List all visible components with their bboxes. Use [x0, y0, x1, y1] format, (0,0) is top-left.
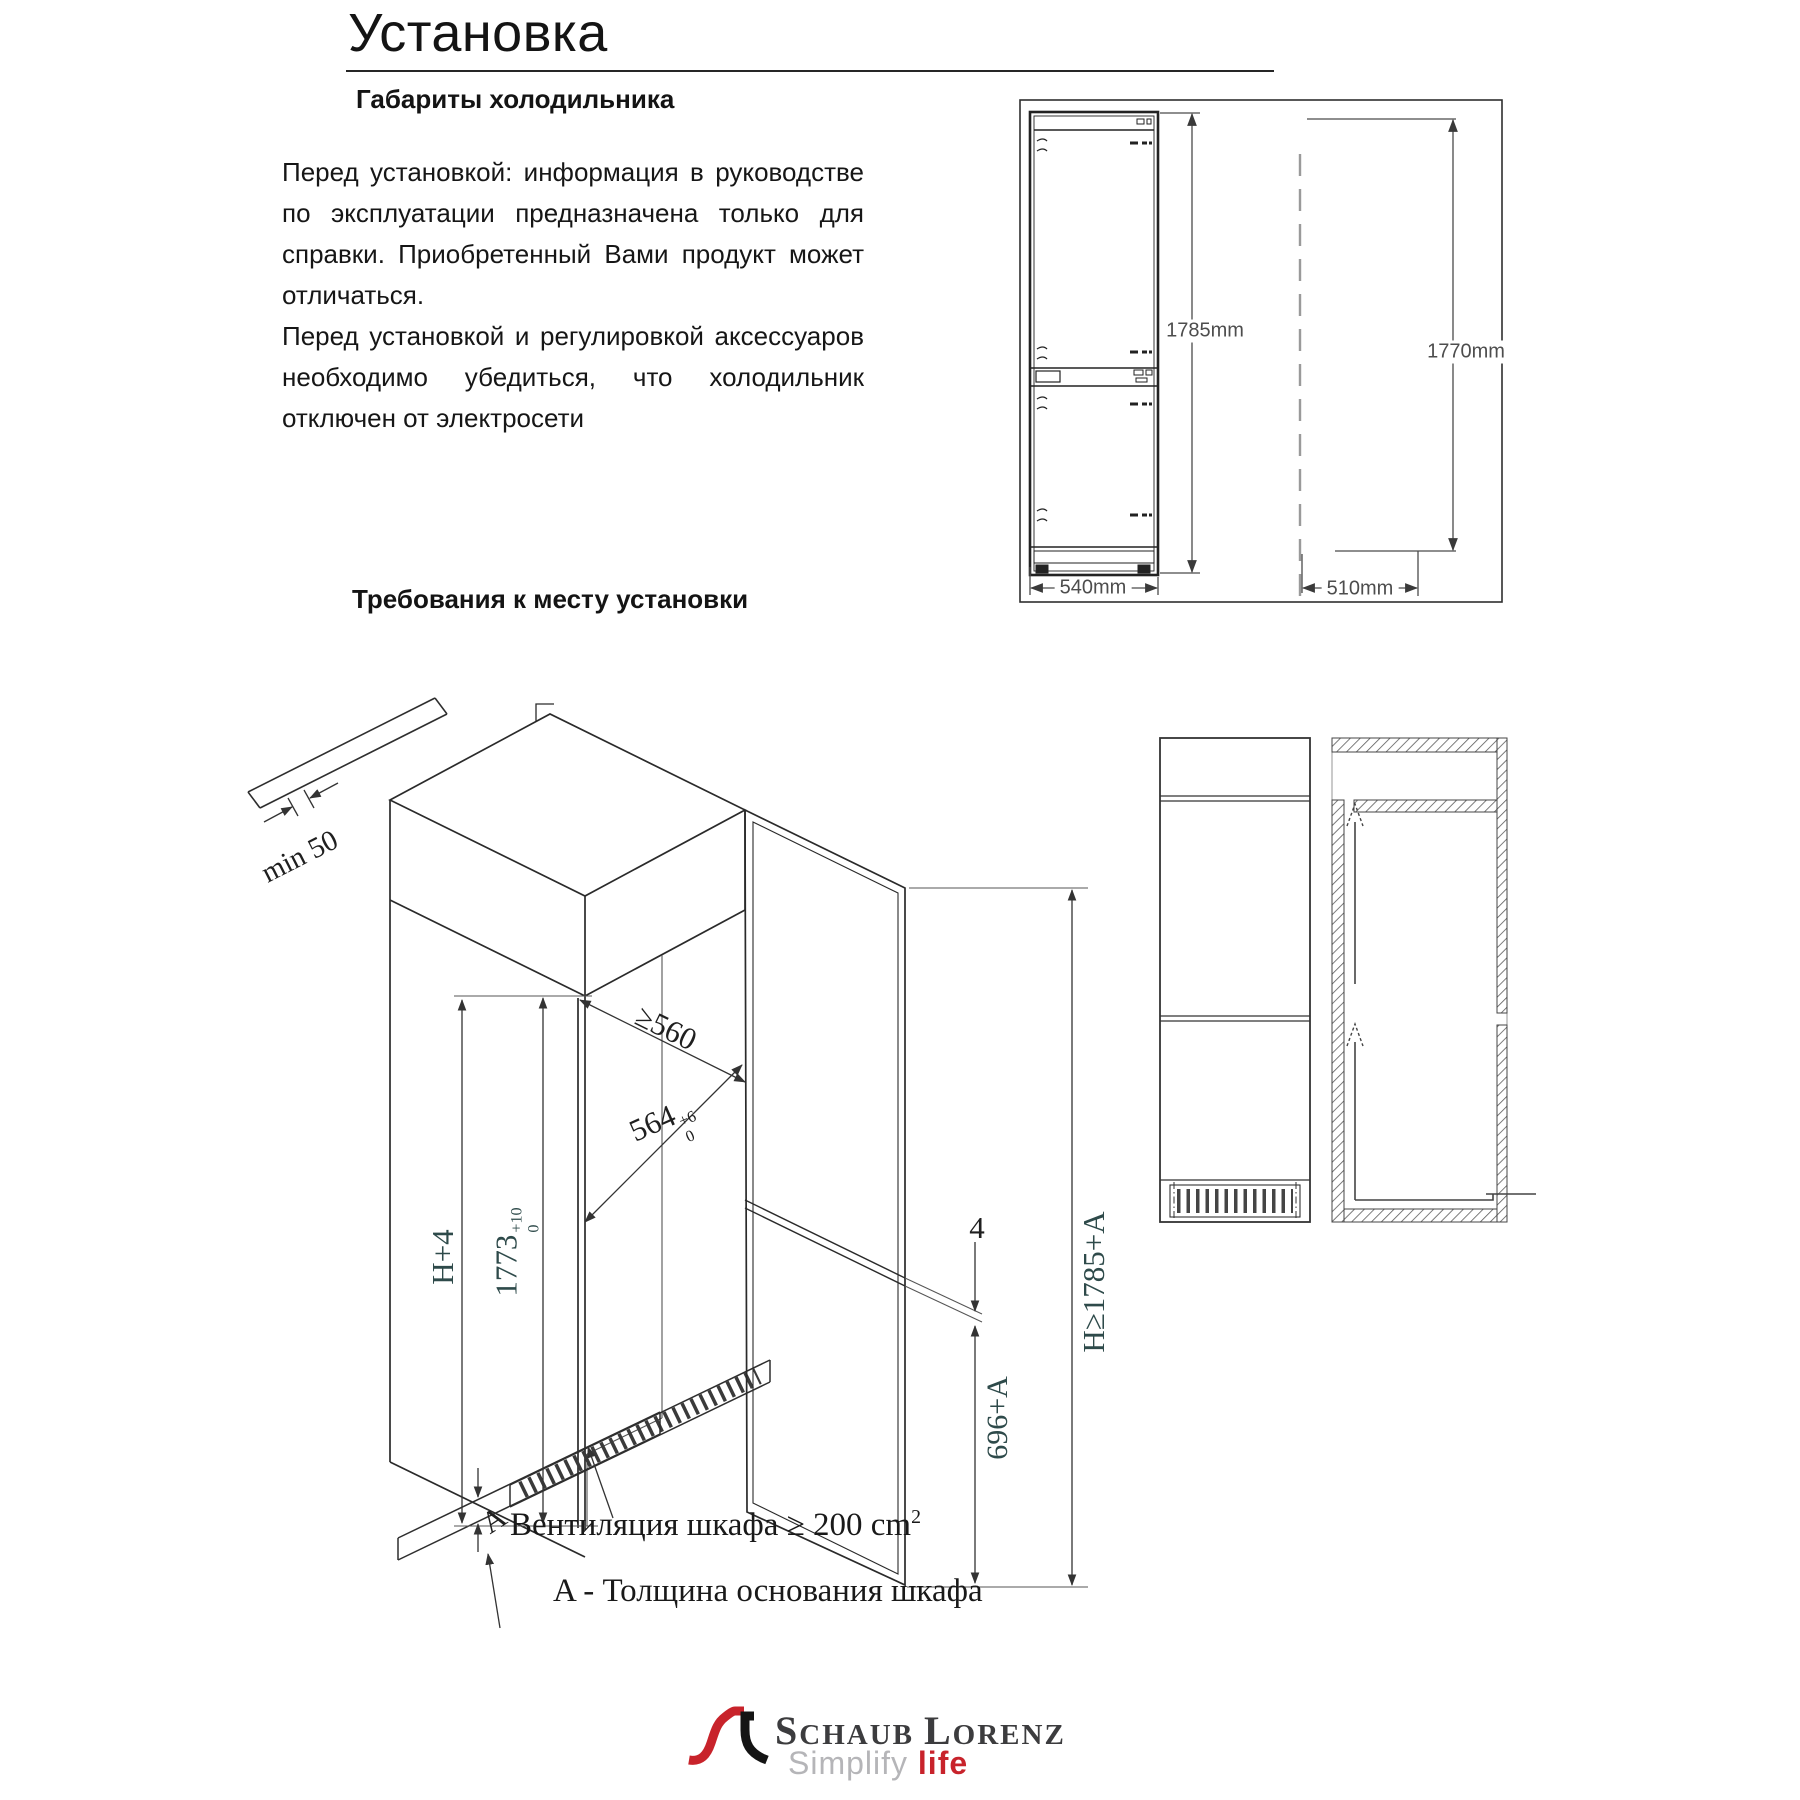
airflow-section-view [1332, 738, 1536, 1222]
airflow-arrows [1347, 804, 1536, 1200]
fridge-front-view [1030, 112, 1158, 575]
lower-front-height-label: 696+A [981, 1376, 1014, 1460]
brand-logo-icon [687, 1703, 777, 1769]
brand-tagline: Simplify life [788, 1745, 969, 1781]
base-marker-label: A [474, 1498, 513, 1541]
opening-width-label: ≥560 [630, 997, 703, 1058]
base-vent-grille [510, 1360, 770, 1507]
column-front-view [1160, 738, 1310, 1222]
title-underline [346, 70, 1274, 72]
top-cabinet-box [390, 704, 745, 1462]
dim-front-width-label: 540mm [1055, 577, 1132, 600]
niche-height-label: 1773 +10 0 [488, 1207, 543, 1297]
dim-1770-line [1307, 119, 1456, 551]
side-door-panel [745, 810, 982, 1585]
airflow-diagram [1150, 730, 1540, 1235]
base-thickness-legend: A - Толщина основания шкафа [553, 1573, 983, 1609]
housing-height-label: H+4 [425, 1229, 460, 1285]
dim-side-depth-label: 510mm [1322, 578, 1399, 601]
ventilation-note: Вентиляция шкафа ≥ 200 $cm^2$ [510, 1506, 921, 1543]
intro-text [282, 152, 864, 439]
page-title: Установка [348, 3, 608, 63]
intro-paragraph-1: Перед установкой: информация в руководстве по эксплуатации предназначена только для справки. Приобретенный Вами продукт может отличаться. [282, 157, 864, 310]
overall-height-label: H≥1785+A [1076, 1211, 1111, 1353]
wall-rail [248, 698, 447, 808]
min50-dim [264, 783, 338, 822]
dim-side-height-label: 1770mm [1422, 341, 1510, 364]
requirements-heading: Требования к месту установки [352, 584, 749, 614]
niche-width-label: 564 +6 0 [623, 1097, 699, 1149]
intro-paragraph-2: Перед установкой и регулировкой аксессуаров необходимо убедиться, что холодильник отключен от электросети [282, 321, 864, 433]
brand-name: SCHAUB LORENZ [775, 1708, 1066, 1753]
dim-1785-line [1160, 113, 1200, 573]
door-gap-label: 4 [969, 1210, 985, 1245]
min50-label: min 50 [256, 823, 344, 890]
dim-front-height-label: 1785mm [1161, 320, 1249, 343]
dimensions-heading: Габариты холодильника [356, 84, 675, 114]
